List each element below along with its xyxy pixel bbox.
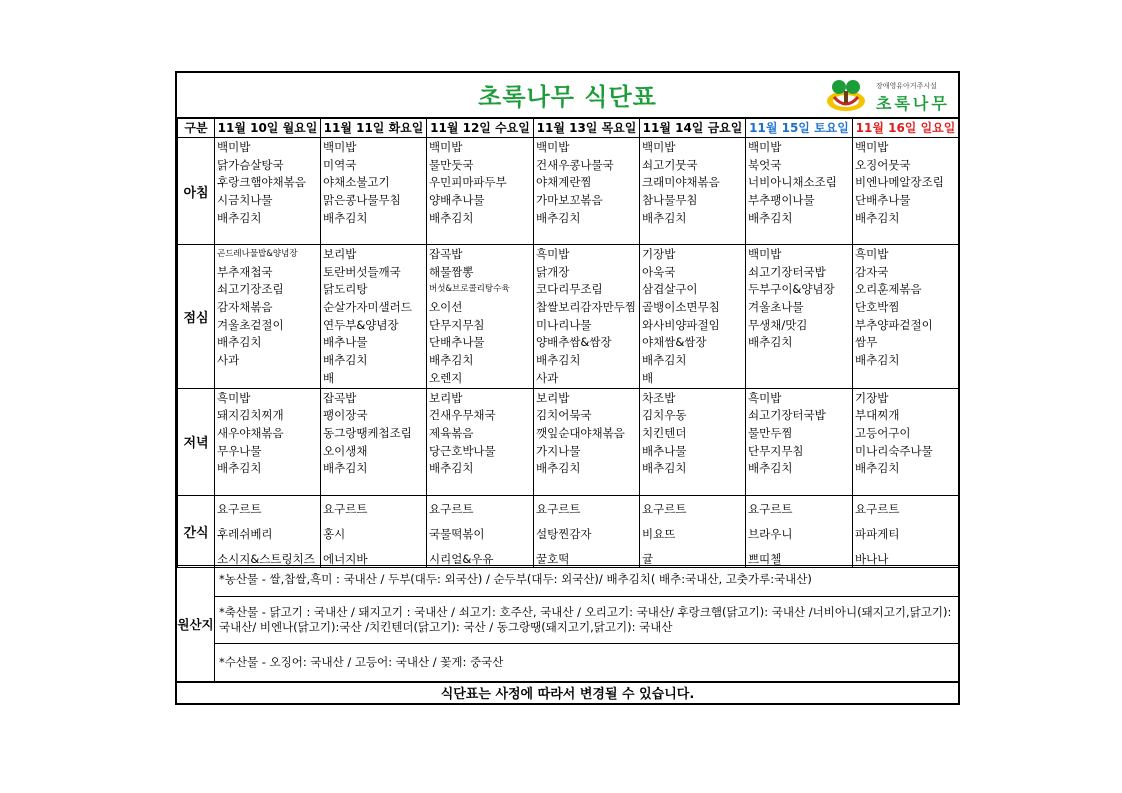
menu-item: 브라우니 (748, 526, 793, 541)
origin-livestock: *축산물 - 닭고기 : 국내산 / 돼지고기 : 국내산 / 쇠고기: 호주산, 국내산 / 오리고기: 국내산/ 후랑크햄(닭고기): 국내산 /너비아니(돼지고기,닭고기): 국내산/ 비엔나(닭고기):국산 /치킨텐더(닭고기): 국산 / 동그랑땡(돼지고기,닭고기): 국내산 (215, 597, 958, 644)
menu-item: 흑미밥 (748, 390, 782, 405)
menu-item: 설탕찐감자 (536, 526, 592, 541)
menu-cell (746, 138, 853, 245)
menu-cell (321, 388, 427, 495)
meal-label: 간식 (178, 495, 215, 567)
origin-section (177, 565, 958, 682)
menu-item: 깻잎순대야채볶음 (536, 425, 625, 440)
header-day: 11월 14일 금요일 (640, 118, 746, 138)
menu-item: 흑미밥 (855, 247, 889, 261)
menu-cell (215, 495, 321, 567)
breakfast-row (178, 138, 959, 245)
menu-item: 배추김치 (429, 461, 474, 476)
menu-cell (427, 245, 534, 389)
menu-item: 새우야채볶음 (217, 425, 284, 440)
menu-item: 부추양파겉절이 (855, 317, 933, 332)
menu-item: 백미밥 (536, 140, 570, 154)
menu-item: 양배추나물 (429, 193, 485, 208)
menu-item: 배추김치 (323, 210, 368, 225)
menu-cell (215, 388, 321, 495)
menu-item: 배 (323, 370, 335, 385)
menu-item: 배추김치 (642, 353, 687, 368)
menu-item: 가지나물 (536, 443, 581, 458)
menu-cell (534, 138, 640, 245)
menu-item: 백미밥 (642, 140, 676, 154)
menu-item: 쁘띠첼 (748, 551, 782, 566)
menu-item: 배추김치 (536, 210, 581, 225)
menu-item: 오리훈제볶음 (855, 282, 922, 297)
menu-item: 겨울초나물 (748, 300, 804, 315)
menu-item: 배추김치 (642, 210, 687, 225)
menu-item: 단무지무침 (429, 317, 485, 332)
dinner-row (178, 388, 959, 495)
logo-name: 초록나무 (876, 94, 950, 113)
menu-item: 야채계란찜 (536, 175, 592, 190)
menu-item: 배추김치 (642, 461, 687, 476)
menu-item: 비요뜨 (642, 526, 676, 541)
menu-item: 배추나물 (323, 335, 368, 350)
menu-item: 쇠고기장조림 (217, 282, 284, 297)
menu-item: 크래미야채볶음 (642, 175, 720, 190)
menu-item: 요구르트 (536, 501, 581, 516)
menu-cell (534, 495, 640, 567)
page-title: 초록나무 식단표 (478, 83, 657, 111)
menu-item: 북엇국 (748, 157, 782, 172)
menu-item: 코다리무조림 (536, 282, 603, 297)
menu-item: 무우나물 (217, 443, 262, 458)
menu-item: 배추김치 (429, 210, 474, 225)
menu-item: 국물떡볶이 (429, 526, 485, 541)
menu-item: 후레쉬베리 (217, 526, 273, 541)
menu-item: 김치어묵국 (536, 408, 592, 423)
menu-item: 배추김치 (536, 353, 581, 368)
menu-item: 골뱅이소면무침 (642, 300, 720, 315)
menu-item: 오이선 (429, 300, 463, 315)
menu-item: 건새우무채국 (429, 408, 496, 423)
menu-item: 물만둣국 (429, 157, 474, 172)
menu-item: 참나물무침 (642, 193, 698, 208)
menu-item: 팽이장국 (323, 408, 368, 423)
menu-item: 보리밥 (536, 390, 570, 405)
menu-item: 쇠고기장터국밥 (748, 264, 826, 279)
menu-cell (640, 245, 746, 389)
menu-cell (853, 245, 959, 389)
menu-item: 야채쌈&쌈장 (642, 335, 707, 350)
menu-item: 배 (642, 370, 654, 385)
menu-item: 겨울초겉절이 (217, 317, 284, 332)
menu-item: 해물짬뽕 (429, 264, 474, 279)
menu-item: 시리얼&우유 (429, 551, 494, 566)
menu-item: 미나리나물 (536, 317, 592, 332)
menu-item: 미나리숙주나물 (855, 443, 933, 458)
menu-item: 닭가슴살탕국 (217, 157, 284, 172)
menu-item: 요구르트 (429, 501, 474, 516)
menu-item: 닭도리탕 (323, 282, 368, 297)
menu-item: 단배추나물 (429, 335, 485, 350)
menu-cell (321, 138, 427, 245)
menu-item: 쌈무 (855, 335, 878, 350)
origin-agricultural: *농산물 - 쌀,찹쌀,흑미 : 국내산 / 두부(대두: 외국산) / 순두부(대두: 외국산)/ 배추김치( 배추:국내산, 고춧가루:국내산) (215, 566, 958, 597)
menu-item: 백미밥 (217, 140, 251, 154)
menu-item: 소시지&스트링치즈 (217, 551, 315, 566)
meal-label: 아침 (178, 138, 215, 245)
menu-item: 기장밥 (855, 390, 889, 405)
menu-item: 김치우동 (642, 408, 687, 423)
menu-item: 배추김치 (323, 461, 368, 476)
menu-item: 흑미밥 (536, 247, 570, 261)
menu-item: 가마보꼬볶음 (536, 193, 603, 208)
menu-item: 단무지무침 (748, 443, 804, 458)
menu-item: 동그랑땡케첩조림 (323, 425, 412, 440)
menu-item: 백미밥 (429, 140, 463, 154)
menu-item: 단배추나물 (855, 193, 911, 208)
menu-item: 보리밥 (323, 247, 357, 261)
menu-item: 백미밥 (748, 140, 782, 154)
menu-table (177, 117, 959, 568)
menu-item: 비엔나메알장조림 (855, 175, 944, 190)
menu-item: 오징어뭇국 (855, 157, 911, 172)
menu-item: 닭개장 (536, 264, 570, 279)
menu-item: 바나나 (855, 551, 889, 566)
menu-item: 우민피마파두부 (429, 175, 507, 190)
header-category: 구분 (178, 118, 215, 138)
menu-item: 백미밥 (855, 140, 889, 154)
menu-item: 요구르트 (855, 501, 900, 516)
menu-item: 너비아니채소조림 (748, 175, 837, 190)
menu-item: 홍시 (323, 526, 346, 541)
menu-item: 오렌지 (429, 370, 463, 385)
menu-item: 요구르트 (323, 501, 368, 516)
logo (824, 77, 952, 113)
origin-seafood: *수산물 - 오징어: 국내산 / 고등어: 국내산 / 꽃게: 중국산 (219, 655, 504, 669)
menu-item: 단호박찜 (855, 300, 900, 315)
menu-item: 배추김치 (855, 461, 900, 476)
menu-item: 삼겹살구이 (642, 282, 698, 297)
menu-item: 사과 (536, 370, 559, 385)
menu-item: 에너지바 (323, 551, 368, 566)
menu-item: 물만두찜 (748, 425, 793, 440)
menu-item: 부추팽이나물 (748, 193, 815, 208)
menu-item: 쇠고기장터국밥 (748, 408, 826, 423)
menu-item: 부대찌개 (855, 408, 900, 423)
menu-item: 무생채/맛김 (748, 317, 808, 332)
menu-cell (534, 388, 640, 495)
menu-cell (321, 495, 427, 567)
menu-item: 양배추쌈&쌈장 (536, 335, 612, 350)
menu-item: 요구르트 (748, 501, 793, 516)
menu-item: 백미밥 (323, 140, 357, 154)
menu-item: 배추김치 (855, 353, 900, 368)
header-row (178, 118, 959, 138)
menu-item: 배추김치 (748, 461, 793, 476)
menu-item: 감자채볶음 (217, 300, 273, 315)
menu-item: 야채소불고기 (323, 175, 390, 190)
footer-note: 식단표는 사정에 따라서 변경될 수 있습니다. (177, 681, 958, 707)
snack-row (178, 495, 959, 567)
menu-item: 후랑크햄야채볶음 (217, 175, 306, 190)
menu-item: 시금치나물 (217, 193, 273, 208)
menu-cell (640, 388, 746, 495)
menu-item: 버섯&브로콜리탕수육 (429, 284, 510, 295)
menu-item: 사과 (217, 353, 240, 368)
menu-item: 연두부&양념장 (323, 317, 399, 332)
menu-item: 토란버섯들깨국 (323, 264, 401, 279)
menu-cell (853, 138, 959, 245)
menu-item: 배추김치 (429, 353, 474, 368)
header-day: 11월 11일 화요일 (321, 118, 427, 138)
header-day: 11월 12일 수요일 (427, 118, 534, 138)
menu-item: 건새우콩나물국 (536, 157, 614, 172)
menu-item: 꿀호떡 (536, 551, 570, 566)
menu-cell (746, 388, 853, 495)
menu-item: 귤 (642, 551, 654, 566)
menu-item: 요구르트 (642, 501, 687, 516)
menu-cell (853, 388, 959, 495)
menu-cell (427, 388, 534, 495)
menu-cell (853, 495, 959, 567)
meal-label: 저녁 (178, 388, 215, 495)
menu-item: 배추김치 (748, 335, 793, 350)
menu-item: 흑미밥 (217, 390, 251, 405)
title-row (177, 73, 958, 119)
menu-item: 배추김치 (217, 335, 262, 350)
logo-subtitle: 장애영유아거주시설 (876, 82, 937, 90)
menu-item: 순살가자미샐러드 (323, 300, 412, 315)
menu-item: 미역국 (323, 157, 357, 172)
menu-item: 치킨텐더 (642, 425, 687, 440)
menu-cell (321, 245, 427, 389)
menu-item: 차조밥 (642, 390, 676, 405)
menu-item: 부추재첩국 (217, 264, 273, 279)
menu-item: 잡곡밥 (429, 247, 463, 261)
header-day-sunday: 11월 16일 일요일 (853, 118, 959, 138)
menu-item: 백미밥 (748, 247, 782, 261)
tree-logo-icon (824, 77, 868, 113)
menu-item: 보리밥 (429, 390, 463, 405)
menu-cell (640, 495, 746, 567)
menu-sheet (175, 71, 960, 705)
menu-item: 당근호박나물 (429, 443, 496, 458)
menu-item: 배추김치 (323, 353, 368, 368)
menu-item: 잡곡밥 (323, 390, 357, 405)
header-day-saturday: 11월 15일 토요일 (746, 118, 853, 138)
menu-cell (215, 138, 321, 245)
header-day: 11월 13일 목요일 (534, 118, 640, 138)
origin-label: 원산지 (177, 566, 215, 682)
header-day: 11월 10일 월요일 (215, 118, 321, 138)
menu-item: 제육볶음 (429, 425, 474, 440)
menu-item: 배추김치 (855, 210, 900, 225)
menu-item: 쇠고기뭇국 (642, 157, 698, 172)
menu-item: 두부구이&양념장 (748, 282, 835, 297)
menu-item: 파파게티 (855, 526, 900, 541)
menu-cell (746, 495, 853, 567)
menu-cell (746, 245, 853, 389)
menu-item: 아욱국 (642, 264, 676, 279)
menu-item: 오이생채 (323, 443, 368, 458)
menu-item: 배추나물 (642, 443, 687, 458)
menu-item: 배추김치 (217, 461, 262, 476)
menu-item: 요구르트 (217, 501, 262, 516)
menu-cell (427, 138, 534, 245)
menu-item: 기장밥 (642, 247, 676, 261)
menu-item: 맑은콩나물무침 (323, 193, 401, 208)
menu-item: 배추김치 (748, 210, 793, 225)
menu-cell (640, 138, 746, 245)
menu-item: 배추김치 (217, 210, 262, 225)
menu-item: 와사비양파절임 (642, 317, 720, 332)
menu-item: 배추김치 (536, 461, 581, 476)
menu-item: 돼지김치찌개 (217, 408, 284, 423)
menu-cell (534, 245, 640, 389)
menu-item: 고등어구이 (855, 425, 911, 440)
lunch-row (178, 245, 959, 389)
menu-cell (427, 495, 534, 567)
menu-item: 감자국 (855, 264, 889, 279)
menu-item: 찹쌀보리감자만두찜 (536, 300, 636, 315)
meal-label: 점심 (178, 245, 215, 389)
menu-cell (215, 245, 321, 389)
menu-item: 곤드레나물밥&양념장 (217, 249, 298, 259)
